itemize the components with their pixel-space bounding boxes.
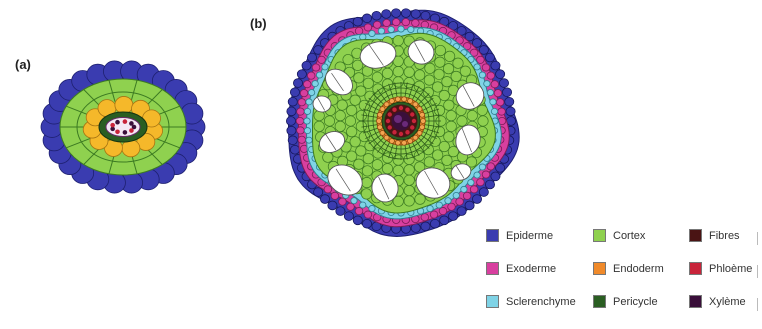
- legend-item-fibres: [689, 229, 740, 242]
- epiderme-cell: [430, 219, 439, 228]
- legend-item-pericycle: [593, 295, 658, 308]
- endoderm-cell: [380, 107, 385, 112]
- legend-swatch-xyleme: [689, 295, 702, 308]
- endoderm-cell: [389, 139, 394, 144]
- sclerenchyme-cell: [491, 108, 497, 114]
- endoderm-cell: [420, 125, 425, 130]
- cortex-cell: [404, 185, 414, 195]
- cortex-cell: [451, 71, 461, 81]
- epiderme-cell: [491, 172, 500, 181]
- exoderme-cell: [355, 27, 363, 34]
- legend-swatch-fibres: [689, 229, 702, 242]
- legend-separator: [757, 298, 758, 311]
- legend-item-endoderm: [593, 262, 664, 275]
- epiderme-cell: [505, 97, 514, 106]
- sclerenchyme-cell: [427, 205, 433, 211]
- phloeme-cell: [410, 112, 414, 116]
- exoderme-cell: [339, 198, 347, 205]
- cortex-cell: [444, 51, 454, 61]
- sclerenchyme-cell: [306, 137, 312, 143]
- legend-swatch-sclerenchyme: [486, 295, 499, 308]
- cortex-cell: [356, 86, 366, 96]
- exoderme-cell: [347, 203, 355, 210]
- phloeme-cell: [405, 108, 409, 112]
- cortex-cell: [346, 126, 356, 136]
- epiderme-cell: [496, 70, 505, 79]
- epiderme-cell: [485, 53, 494, 62]
- exoderme-cell: [463, 192, 471, 199]
- phloeme-cell: [123, 119, 128, 124]
- sclerenchyme-cell: [436, 202, 442, 208]
- cortex-cell: [444, 100, 454, 110]
- endoderm-cell: [420, 119, 425, 124]
- endoderm-cell: [395, 140, 400, 145]
- legend-label-phloeme: Phloème: [709, 262, 753, 275]
- cortex-cell: [404, 175, 414, 185]
- sclerenchyme-cell: [378, 28, 384, 34]
- endoderm-cell: [413, 102, 418, 107]
- cortex-cell: [444, 132, 454, 142]
- epiderme-cell: [411, 10, 420, 19]
- legend-label-endoderm: Endoderm: [613, 262, 664, 275]
- phloeme-cell: [410, 125, 414, 129]
- cortex-cell: [434, 69, 444, 79]
- legend-label-cortex: Cortex: [613, 229, 646, 242]
- epiderme-cell: [353, 216, 362, 225]
- cortex-cell: [362, 177, 372, 187]
- legend-label-epiderme: Epiderme: [506, 229, 554, 242]
- epiderme-cell: [362, 14, 371, 23]
- exoderme-cell: [355, 207, 363, 214]
- cortex-cell: [425, 63, 435, 73]
- cortex-cell: [350, 95, 360, 105]
- xyleme-vessel: [394, 115, 402, 123]
- exoderme-cell: [303, 81, 311, 88]
- exoderme-cell: [487, 72, 495, 79]
- xyleme-cell: [129, 121, 134, 126]
- legend-separator: [757, 265, 758, 278]
- endoderm-cell: [402, 97, 407, 102]
- legend-label-exoderme: Exoderme: [506, 262, 557, 275]
- exoderme-cell: [364, 24, 372, 31]
- cortex-cell: [393, 155, 403, 165]
- panel-b-mature-root-section: [286, 9, 519, 237]
- epiderme-cell: [382, 10, 391, 19]
- legend-item-xyleme: [689, 295, 746, 308]
- epiderme-cell: [440, 216, 449, 225]
- exoderme-cell: [491, 81, 499, 88]
- cortex-cell: [372, 72, 382, 82]
- exoderme-cell: [456, 198, 464, 205]
- exoderme-cell: [298, 136, 306, 143]
- sclerenchyme-cell: [490, 99, 496, 105]
- epiderme-cell: [297, 70, 306, 79]
- cortex-cell: [373, 84, 383, 94]
- cortex-cell: [346, 151, 356, 161]
- sclerenchyme-cell: [487, 90, 493, 96]
- sclerenchyme-cell: [445, 198, 451, 204]
- cortex-cell: [335, 110, 345, 120]
- cortex-cell: [478, 116, 488, 126]
- phloeme-cell: [412, 119, 416, 123]
- cortex-cell: [393, 77, 403, 87]
- sclerenchyme-cell: [351, 198, 357, 204]
- phloeme-cell: [129, 128, 134, 133]
- cortex-cell: [363, 78, 373, 88]
- cortex-cell: [432, 82, 442, 92]
- cortex-cell: [365, 91, 375, 101]
- exoderme-cell: [477, 56, 485, 63]
- exoderme-cell: [298, 99, 306, 106]
- cortex-cell: [423, 87, 433, 97]
- legend-label-xyleme: Xylème: [709, 295, 746, 308]
- epiderme-cell: [391, 9, 400, 18]
- legend-separator: [757, 232, 758, 245]
- legend-item-cortex: [593, 229, 645, 242]
- panel-a-young-root-section: [41, 61, 205, 193]
- cortex-cell: [424, 157, 434, 167]
- cortex-cell: [404, 67, 414, 77]
- exoderme-cell: [297, 127, 305, 134]
- sclerenchyme-cell: [308, 90, 314, 96]
- endoderm-cell: [376, 119, 381, 124]
- exoderme-cell: [307, 72, 315, 79]
- phloeme-cell: [388, 112, 392, 116]
- exoderme-cell: [402, 19, 410, 26]
- cortex-cell: [393, 66, 403, 76]
- legend-label-pericycle: Pericycle: [613, 295, 658, 308]
- exoderme-cell: [421, 214, 429, 221]
- cortex-cell: [457, 116, 467, 126]
- endoderm-cell: [417, 107, 422, 112]
- sclerenchyme-cell: [312, 81, 318, 87]
- exoderme-cell: [300, 89, 308, 96]
- cortex-cell: [423, 144, 433, 154]
- endoderm-cell: [389, 99, 394, 104]
- cortex-cell: [477, 105, 487, 115]
- xyleme-vessel: [402, 121, 408, 127]
- exoderme-cell: [494, 89, 502, 96]
- legend-swatch-exoderme: [486, 262, 499, 275]
- phloeme-cell: [386, 119, 390, 123]
- epiderme-cell: [401, 9, 410, 18]
- cortex-cell: [446, 110, 456, 120]
- epiderme-cell: [499, 79, 508, 88]
- cortex-cell: [442, 155, 452, 165]
- cortex-cell: [404, 165, 414, 175]
- endoderm-cell: [380, 130, 385, 135]
- exoderme-cell: [487, 163, 495, 170]
- cortex-cell: [354, 73, 364, 83]
- cortex-cell: [432, 150, 442, 160]
- exoderme-cell: [373, 21, 381, 28]
- cortex-cell: [373, 148, 383, 158]
- sclerenchyme-cell: [408, 26, 414, 32]
- epiderme-cell: [372, 11, 381, 20]
- cortex-cell: [337, 100, 347, 110]
- exoderme-cell: [470, 186, 478, 193]
- exoderme-cell: [430, 211, 438, 218]
- epiderme-cell: [288, 97, 297, 106]
- exoderme-cell: [448, 203, 456, 210]
- epiderme-cell: [290, 145, 299, 154]
- endoderm-cell: [377, 112, 382, 117]
- cortex-cell: [314, 121, 324, 131]
- cortex-cell: [460, 66, 470, 76]
- cortex-cell: [435, 57, 445, 67]
- legend-label-sclerenchyme: Sclerenchyme: [506, 295, 576, 308]
- endoderm-cell: [384, 102, 389, 107]
- endoderm-cell: [377, 125, 382, 130]
- cortex-cell: [424, 75, 434, 85]
- cortex-cell: [372, 160, 382, 170]
- legend-item-phloeme: [689, 262, 752, 275]
- sclerenchyme-cell: [468, 180, 474, 186]
- phloeme-cell: [399, 132, 403, 136]
- sclerenchyme-cell: [398, 26, 404, 32]
- legend-item-exoderme: [486, 262, 556, 275]
- legend-item-sclerenchyme: [486, 295, 576, 308]
- epiderme-cell: [457, 207, 466, 216]
- legend-swatch-epiderme: [486, 229, 499, 242]
- cortex-cell: [345, 116, 355, 126]
- epiderme-cell: [421, 222, 430, 231]
- exoderme-cell: [312, 64, 320, 71]
- sclerenchyme-cell: [304, 108, 310, 114]
- cortex-cell: [356, 146, 366, 156]
- sclerenchyme-cell: [369, 205, 375, 211]
- epiderme-cell: [506, 107, 515, 116]
- cortex-cell: [362, 166, 372, 176]
- legend-swatch-phloeme: [689, 262, 702, 275]
- epiderme-cell: [362, 219, 371, 228]
- cortex-cell: [323, 152, 333, 162]
- exoderme-cell: [331, 192, 339, 199]
- exoderme-cell: [392, 19, 400, 26]
- sclerenchyme-cell: [369, 30, 375, 36]
- exoderme-cell: [496, 99, 504, 106]
- orange-ring-cell: [115, 96, 133, 113]
- epiderme-cell: [328, 201, 337, 210]
- sclerenchyme-cell: [461, 186, 467, 192]
- cortex-cell: [350, 137, 360, 147]
- exoderme-cell: [296, 117, 304, 124]
- cortex-cell: [335, 121, 345, 131]
- cortex-cell: [439, 90, 449, 100]
- cortex-cell: [363, 154, 373, 164]
- panel-b-label: (b): [250, 16, 267, 31]
- exoderme-cell: [477, 179, 485, 186]
- endoderm-cell: [417, 130, 422, 135]
- legend-label-fibres: Fibres: [709, 229, 740, 242]
- sclerenchyme-cell: [304, 128, 310, 134]
- xyleme-cell: [115, 120, 120, 125]
- cortex-cell: [414, 70, 424, 80]
- cortex-cell: [354, 159, 364, 169]
- epiderme-cell: [293, 79, 302, 88]
- epiderme-cell: [479, 188, 488, 197]
- epiderme-cell: [491, 61, 500, 70]
- exoderme-cell: [412, 19, 420, 26]
- exoderme-cell: [439, 207, 447, 214]
- legend-swatch-cortex: [593, 229, 606, 242]
- epiderme-cell: [502, 88, 511, 97]
- epiderme-cell: [287, 126, 296, 135]
- epiderme-cell: [320, 195, 329, 204]
- sclerenchyme-cell: [474, 172, 480, 178]
- epiderme-cell: [465, 201, 474, 210]
- epiderme-cell: [485, 180, 494, 189]
- exoderme-cell: [482, 64, 490, 71]
- phloeme-cell: [110, 123, 115, 128]
- legend-item-epiderme: [486, 229, 553, 242]
- epiderme-cell: [421, 11, 430, 20]
- endoderm-cell: [395, 97, 400, 102]
- cortex-cell: [393, 35, 403, 45]
- phloeme-cell: [399, 106, 403, 110]
- cortex-cell: [365, 141, 375, 151]
- exoderme-cell: [318, 56, 326, 63]
- cortex-cell: [439, 141, 449, 151]
- epiderme-cell: [307, 53, 316, 62]
- epiderme-cell: [287, 107, 296, 116]
- cortex-cell: [435, 45, 445, 55]
- sclerenchyme-cell: [316, 72, 322, 78]
- cortex-cell: [446, 121, 456, 131]
- legend-swatch-pericycle: [593, 295, 606, 308]
- cortex-cell: [453, 58, 463, 68]
- phloeme-cell: [115, 129, 120, 134]
- epiderme-cell: [336, 207, 345, 216]
- sclerenchyme-cell: [479, 164, 485, 170]
- cortex-cell: [442, 76, 452, 86]
- panel-a-label: (a): [15, 57, 31, 72]
- epiderme-cell: [353, 17, 362, 26]
- legend-swatch-endoderm: [593, 262, 606, 275]
- epiderme-cell: [286, 117, 295, 126]
- cortex-cell: [382, 68, 392, 78]
- cortex-cell: [443, 63, 453, 73]
- exoderme-cell: [364, 211, 372, 218]
- sclerenchyme-cell: [322, 64, 328, 70]
- epiderme-cell: [344, 212, 353, 221]
- sclerenchyme-cell: [474, 64, 480, 70]
- cortex-cell: [346, 105, 356, 115]
- sclerenchyme-cell: [479, 72, 485, 78]
- exoderme-cell: [297, 108, 305, 115]
- exoderme-cell: [383, 19, 391, 26]
- endoderm-cell: [384, 135, 389, 140]
- epiderme-cell: [288, 136, 297, 145]
- exoderme-cell: [498, 108, 506, 115]
- sclerenchyme-cell: [360, 202, 366, 208]
- phloeme-cell: [405, 130, 409, 134]
- sclerenchyme-cell: [388, 26, 394, 32]
- sclerenchyme-cell: [304, 118, 310, 124]
- sclerenchyme-cell: [453, 192, 459, 198]
- endoderm-cell: [408, 139, 413, 144]
- exoderme-cell: [324, 186, 332, 193]
- epiderme-cell: [314, 188, 323, 197]
- endoderm-cell: [420, 112, 425, 117]
- sclerenchyme-cell: [484, 81, 490, 87]
- cortex-cell: [324, 116, 334, 126]
- phloeme-cell: [388, 125, 392, 129]
- cortex-cell: [393, 165, 403, 175]
- epiderme-cell: [449, 212, 458, 221]
- cortex-cell: [467, 110, 477, 120]
- cortex-cell: [382, 163, 392, 173]
- epiderme-cell: [290, 88, 299, 97]
- endoderm-cell: [413, 135, 418, 140]
- xyleme-cell: [123, 130, 128, 135]
- cortex-cell: [361, 189, 371, 199]
- epiderme-cell: [302, 61, 311, 70]
- endoderm-cell: [408, 99, 413, 104]
- phloeme-cell: [392, 130, 396, 134]
- exoderme-cell: [482, 171, 490, 178]
- endoderm-cell: [402, 140, 407, 145]
- epiderme-cell: [472, 195, 481, 204]
- sclerenchyme-cell: [306, 99, 312, 105]
- cortex-cell: [343, 54, 353, 64]
- cortex-cell: [404, 196, 414, 206]
- phloeme-cell: [392, 108, 396, 112]
